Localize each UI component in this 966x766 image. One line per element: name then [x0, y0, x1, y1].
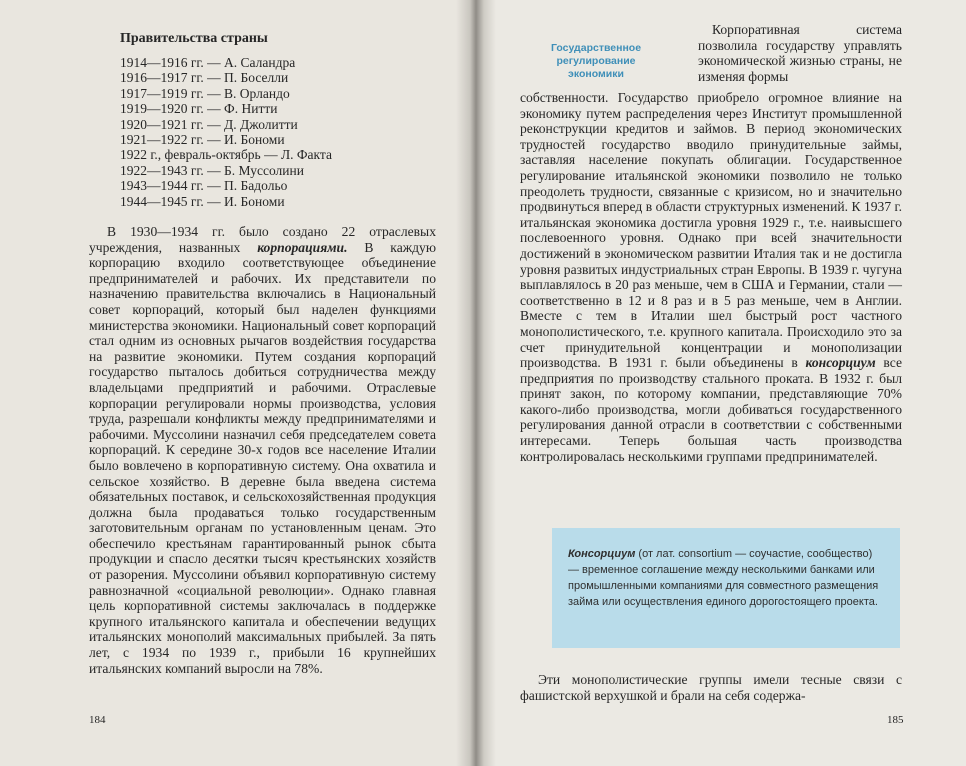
intro-paragraph: Корпоративная система позволила государству управлять экономической жизнью страны, не изменяя формы [698, 22, 902, 84]
closing-paragraph: Эти монополистические группы имели тесные связи с фашистской верхушкой и брали на себя содержа- [520, 672, 902, 703]
definition-term: Консорциум [568, 548, 636, 560]
government-item: 1922—1943 гг. — Б. Муссолини [120, 162, 304, 178]
government-item: 1920—1921 гг. — Д. Джолитти [120, 116, 298, 132]
margin-heading: Государственное регулирование экономики [550, 42, 642, 80]
paragraph-text: собственности. Государство приобрело огромное влияние на экономику путем распределения через Институт промышленной реконструкции кредитов и займов. В период экономических трудностей государство вводило принудительные займы, заставляя население покупать облигации. Государственное регулирование итальянской экономики позволило не только преодолеть трудности, связанные с кризисом, но и значительно продвинуться вперед в области структурных изменений. К 1937 г. итальянская экономика достигла уровня 1929 г., т.е. наивысшего послевоенного уровня. Однако при всей значительности достижений в экономическом развитии Италия так и не достигла уровня развитых индустриальных стран Европы. В 1939 г. чугуна выплавлялось в 20 раз меньше, чем в США и Германии, стали — соответственно в 12 и 8 раз и в 5 раз меньше, чем в Англии. Вместе с тем в Италии шел быстрый рост частного монополистического, т.е. крупного капитала. Происходило это за счет принудительной концентрации и монополизации производства. В 1931 г. были объединены в [520, 90, 902, 371]
government-item: 1916—1917 гг. — П. Боселли [120, 70, 289, 86]
paragraph-text: В каждую корпорацию входило соответствующее объединение предпринимателей и рабочих. Их представители по назначению правительства включались в Национальный совет корпораций, который был наделен функциями министерства экономики. Национальный совет корпораций стал одним из основных рычагов воздействия государства на развитие экономики. Путем создания корпораций государство пыталось добиться сотрудничества между владельцами предприятий и рабочими. Отраслевые корпорации регулировали нормы производства, условия труда, разрешали конфликты между предпринимателями и рабочими. Муссолини назначил себя председателем совета корпораций. К середине 30-х годов все население Италии было вовлечено в корпоративную систему. Она охватила и сельское хозяйство. В деревне была введена система обязательных поставок, и сельскохозяйственная продукция должна была продаваться только государственным заготовительным органам по установленным ценам. Это обеспечило крестьянам гарантированный рынок сбыта продукции и спасло десятки тысяч крестьянских хозяйств от разорения. Муссолини объявил корпоративную систему равнозначной «социальной революции». Однако главная цель корпоративной системы заключалась в поддержке крупного итальянского капитала и обеспечении ведущих итальянских монополий максимальных прибылей. За пять лет, с 1934 по 1939 г., прибыли 16 крупнейших итальянских компаний выросли на 78%. [89, 239, 437, 676]
key-term-consortium: консорциум [805, 355, 876, 371]
government-item: 1922 г., февраль-октябрь — Л. Факта [120, 147, 332, 163]
government-item: 1917—1919 гг. — В. Орландо [120, 85, 290, 101]
corporations-paragraph [89, 224, 436, 676]
governments-title: Правительства страны [120, 31, 268, 46]
governments-list [120, 55, 332, 209]
government-item: 1944—1945 гг. — И. Бономи [120, 193, 285, 209]
key-term-corporations: корпорациями. [257, 239, 348, 255]
paragraph-text: В 1930—1934 гг. было создано 22 отраслевых учреждения, названных [89, 224, 436, 255]
government-item: 1919—1920 гг. — Ф. Нитти [120, 101, 278, 117]
left-page [0, 0, 476, 766]
regulation-paragraph [520, 90, 902, 464]
definition-text: (от лат. consortium — соучастие, сообщество) — временное соглашение между несколькими банками или промышленными компаниями для совместного размещения займа или осуществления единого дорогостоящего проекта. [568, 548, 879, 608]
government-item: 1943—1944 гг. — П. Бадольо [120, 178, 288, 194]
page-number-left: 184 [89, 714, 106, 726]
book-spine [456, 0, 496, 766]
page-number-right: 185 [887, 714, 904, 726]
government-item: 1921—1922 гг. — И. Бономи [120, 132, 285, 148]
government-item: 1914—1916 гг. — А. Саландра [120, 55, 296, 70]
definition-box [552, 528, 900, 648]
paragraph-text: все предприятия по производству стального проката. В 1932 г. был принят закон, по которому компании, представляющие 70% какого-либо производства, могли добиваться государственного регулирования данной отрасли в соответствии с собственными интересами. Теперь большая часть производства контролировалась несколькими группами предпринимателей. [520, 355, 902, 464]
